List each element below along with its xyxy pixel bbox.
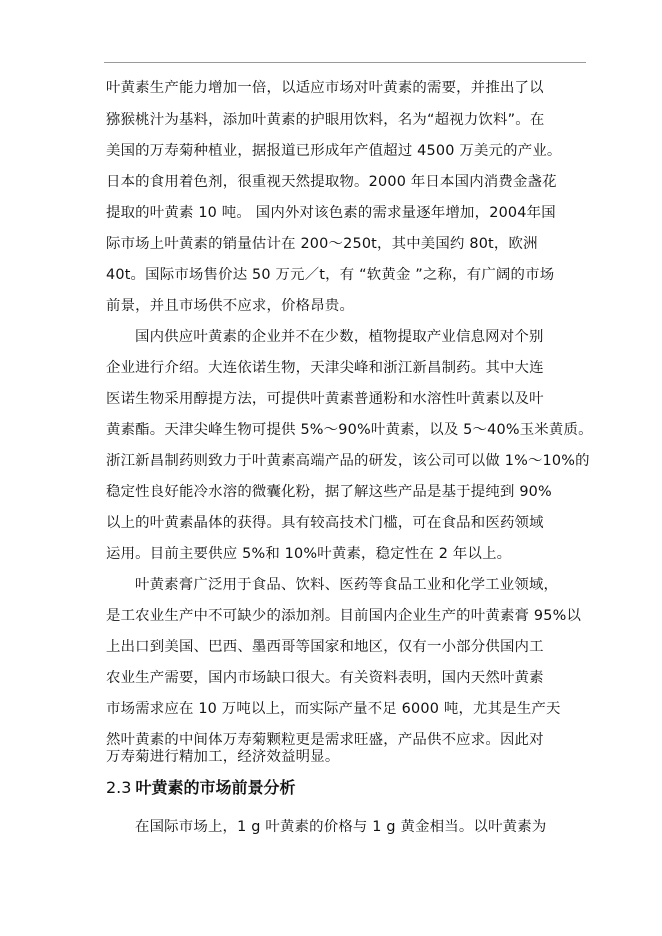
paragraph-line: 医诺生物采用醇提方法，可提供叶黄素普通粉和水溶性叶黄素以及叶 (106, 391, 544, 407)
paragraph-line: 农业生产需要，国内市场缺口很大。有关资料表明，国内天然叶黄素 (106, 670, 544, 686)
paragraph-line: 40t。国际市场售价达 50 万元／t，有 “软黄金 ”之称，有广阔的市场 (106, 267, 555, 283)
paragraph-line: 企业进行介绍。大连依诺生物，天津尖峰和浙江新昌制药。其中大连 (106, 360, 544, 376)
paragraph-line: 浙江新昌制药则致力于叶黄素高端产品的研发，该公司可以做 1%～10%的 (106, 453, 590, 469)
paragraph-line: 提取的叶黄素 10 吨。 国内外对该色素的需求量逐年增加，2004年国 (106, 205, 556, 221)
paragraph-line: 万寿菊进行精加工，经济效益明显。 (106, 749, 340, 765)
paragraph-line: 然叶黄素的中间体万寿菊颗粒更是需求旺盛，产品供不应求。因此对 (106, 732, 544, 748)
paragraph-line: 在国际市场上，1 g 叶黄素的价格与 1 g 黄金相当。以叶黄素为 (135, 819, 547, 835)
paragraph-line: 是工农业生产中不可缺少的添加剂。目前国内企业生产的叶黄素膏 95%以 (106, 608, 582, 624)
paragraph-line: 市场需求应在 10 万吨以上，而实际产量不足 6000 吨，尤其是生产天 (106, 701, 561, 717)
paragraph-line: 黄素酯。天津尖峰生物可提供 5%～90%叶黄素，以及 5～40%玉米黄质。 (106, 422, 593, 438)
paragraph-line: 以上的叶黄素晶体的获得。具有较高技术门槛，可在食品和医药领域 (106, 515, 544, 531)
paragraph-line: 际市场上叶黄素的销量估计在 200～250t，其中美国约 80t，欧洲 (106, 236, 538, 252)
paragraph-line: 美国的万寿菊种植业，据报道已形成年产值超过 4500 万美元的产业。 (106, 143, 562, 159)
paragraph-line: 前景，并且市场供不应求，价格昂贵。 (106, 298, 355, 314)
paragraph-line: 国内供应叶黄素的企业并不在少数，植物提取产业信息网对个别 (135, 329, 544, 345)
section-number: 2.3 (106, 778, 132, 797)
paragraph-line: 猕猴桃汁为基料，添加叶黄素的护眼用饮料，名为“超视力饮料”。在 (106, 112, 545, 128)
paragraph-line: 叶黄素膏广泛用于食品、饮料、医药等食品工业和化学工业领域， (135, 577, 559, 593)
section-heading (106, 777, 295, 799)
paragraph-line: 叶黄素生产能力增加一倍，以适应市场对叶黄素的需要，并推出了以 (106, 80, 544, 96)
paragraph-line: 上出口到美国、巴西、墨西哥等国家和地区，仅有一小部分供国内工 (106, 639, 544, 655)
paragraph-line: 稳定性良好能冷水溶的微囊化粉，据了解这些产品是基于提纯到 90% (106, 484, 552, 500)
paragraph-line: 运用。目前主要供应 5%和 10%叶黄素，稳定性在 2 年以上。 (106, 546, 512, 562)
header-rule (104, 62, 586, 63)
section-title: 叶黄素的市场前景分析 (135, 778, 296, 797)
paragraph-line: 日本的食用着色剂，很重视天然提取物。2000 年日本国内消费金盏花 (106, 174, 557, 190)
